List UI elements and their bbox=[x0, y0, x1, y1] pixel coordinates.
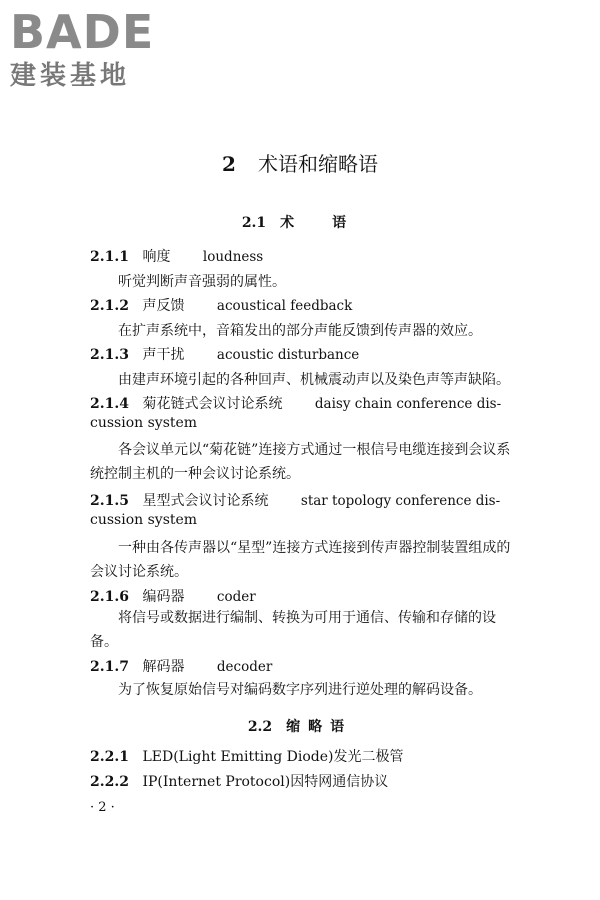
term-definition: 为了恢复原始信号对编码数字序列进行逆处理的解码设备。 bbox=[118, 682, 482, 698]
abbreviation-number: 2.2.1 bbox=[90, 749, 129, 765]
term-english: star topology conference dis- bbox=[300, 493, 501, 509]
term-chinese: 菊花链式会议讨论系统 bbox=[142, 396, 283, 412]
term-definition: 在扩声系统中，音箱发出的部分声能反馈到传声器的效应。 bbox=[118, 323, 482, 339]
term-english: acoustical feedback bbox=[216, 298, 353, 314]
term-english-continued: cussion system bbox=[90, 512, 198, 528]
term-heading bbox=[90, 393, 501, 413]
term-definition: 由建声环境引起的各种回声、机械震动声以及染色声等声缺陷。 bbox=[118, 372, 510, 388]
abbreviation-entry bbox=[90, 771, 388, 791]
term-english: loudness bbox=[202, 249, 264, 265]
abbreviation-text: LED(Light Emitting Diode)发光二极管 bbox=[142, 749, 404, 765]
term-number: 2.1.6 bbox=[90, 589, 129, 605]
logo-subtitle: 建装基地 bbox=[10, 61, 131, 91]
term-english-continued: cussion system bbox=[90, 415, 198, 431]
term-heading bbox=[90, 344, 359, 364]
term-definition: 将信号或数据进行编制、转换为可用于通信、传输和存储的设备。 bbox=[90, 610, 496, 650]
section-number: 2.1 bbox=[241, 215, 267, 231]
term-number: 2.1.2 bbox=[90, 298, 129, 314]
chapter-title bbox=[0, 148, 600, 177]
term-number: 2.1.7 bbox=[90, 659, 129, 675]
term-heading bbox=[90, 490, 500, 510]
term-heading bbox=[90, 295, 352, 315]
term-chinese: 解码器 bbox=[142, 659, 185, 675]
section-title: 术 语 bbox=[280, 215, 359, 231]
term-heading bbox=[90, 656, 272, 676]
abbreviation-number: 2.2.2 bbox=[90, 774, 129, 790]
section-heading-terms bbox=[0, 212, 600, 232]
term-chinese: 编码器 bbox=[142, 589, 185, 605]
term-number: 2.1.5 bbox=[90, 493, 129, 509]
term-english: decoder bbox=[216, 659, 273, 675]
term-chinese: 响度 bbox=[142, 249, 171, 265]
term-english: acoustic disturbance bbox=[216, 347, 360, 363]
section-heading-abbreviations bbox=[0, 716, 600, 736]
term-chinese: 星型式会议讨论系统 bbox=[142, 493, 269, 509]
term-english: coder bbox=[216, 589, 256, 605]
term-definition: 一种由各传声器以“星型”连接方式连接到传声器控制装置组成的会议讨论系统。 bbox=[90, 540, 511, 580]
page-number: · 2 · bbox=[90, 800, 115, 815]
term-heading bbox=[90, 246, 263, 266]
watermark-logo bbox=[10, 6, 180, 92]
term-chinese: 声反馈 bbox=[142, 298, 185, 314]
term-english: daisy chain conference dis- bbox=[314, 396, 502, 412]
section-number: 2.2 bbox=[247, 719, 273, 735]
term-definition: 听觉判断声音强弱的属性。 bbox=[118, 274, 286, 290]
logo-wordmark: BADE bbox=[10, 5, 155, 59]
term-chinese: 声干扰 bbox=[142, 347, 185, 363]
term-number: 2.1.1 bbox=[90, 249, 129, 265]
section-title: 缩略语 bbox=[286, 719, 353, 735]
chapter-number: 2 bbox=[222, 152, 236, 176]
term-definition: 各会议单元以“菊花链”连接方式通过一根信号电缆连接到会议系统控制主机的一种会议讨论系统。 bbox=[90, 442, 511, 482]
term-number: 2.1.3 bbox=[90, 347, 129, 363]
term-heading bbox=[90, 586, 256, 606]
chapter-title-text: 术语和缩略语 bbox=[257, 152, 378, 176]
abbreviation-text: IP(Internet Protocol)因特网通信协议 bbox=[142, 774, 389, 790]
abbreviation-entry bbox=[90, 746, 403, 766]
term-number: 2.1.4 bbox=[90, 396, 129, 412]
